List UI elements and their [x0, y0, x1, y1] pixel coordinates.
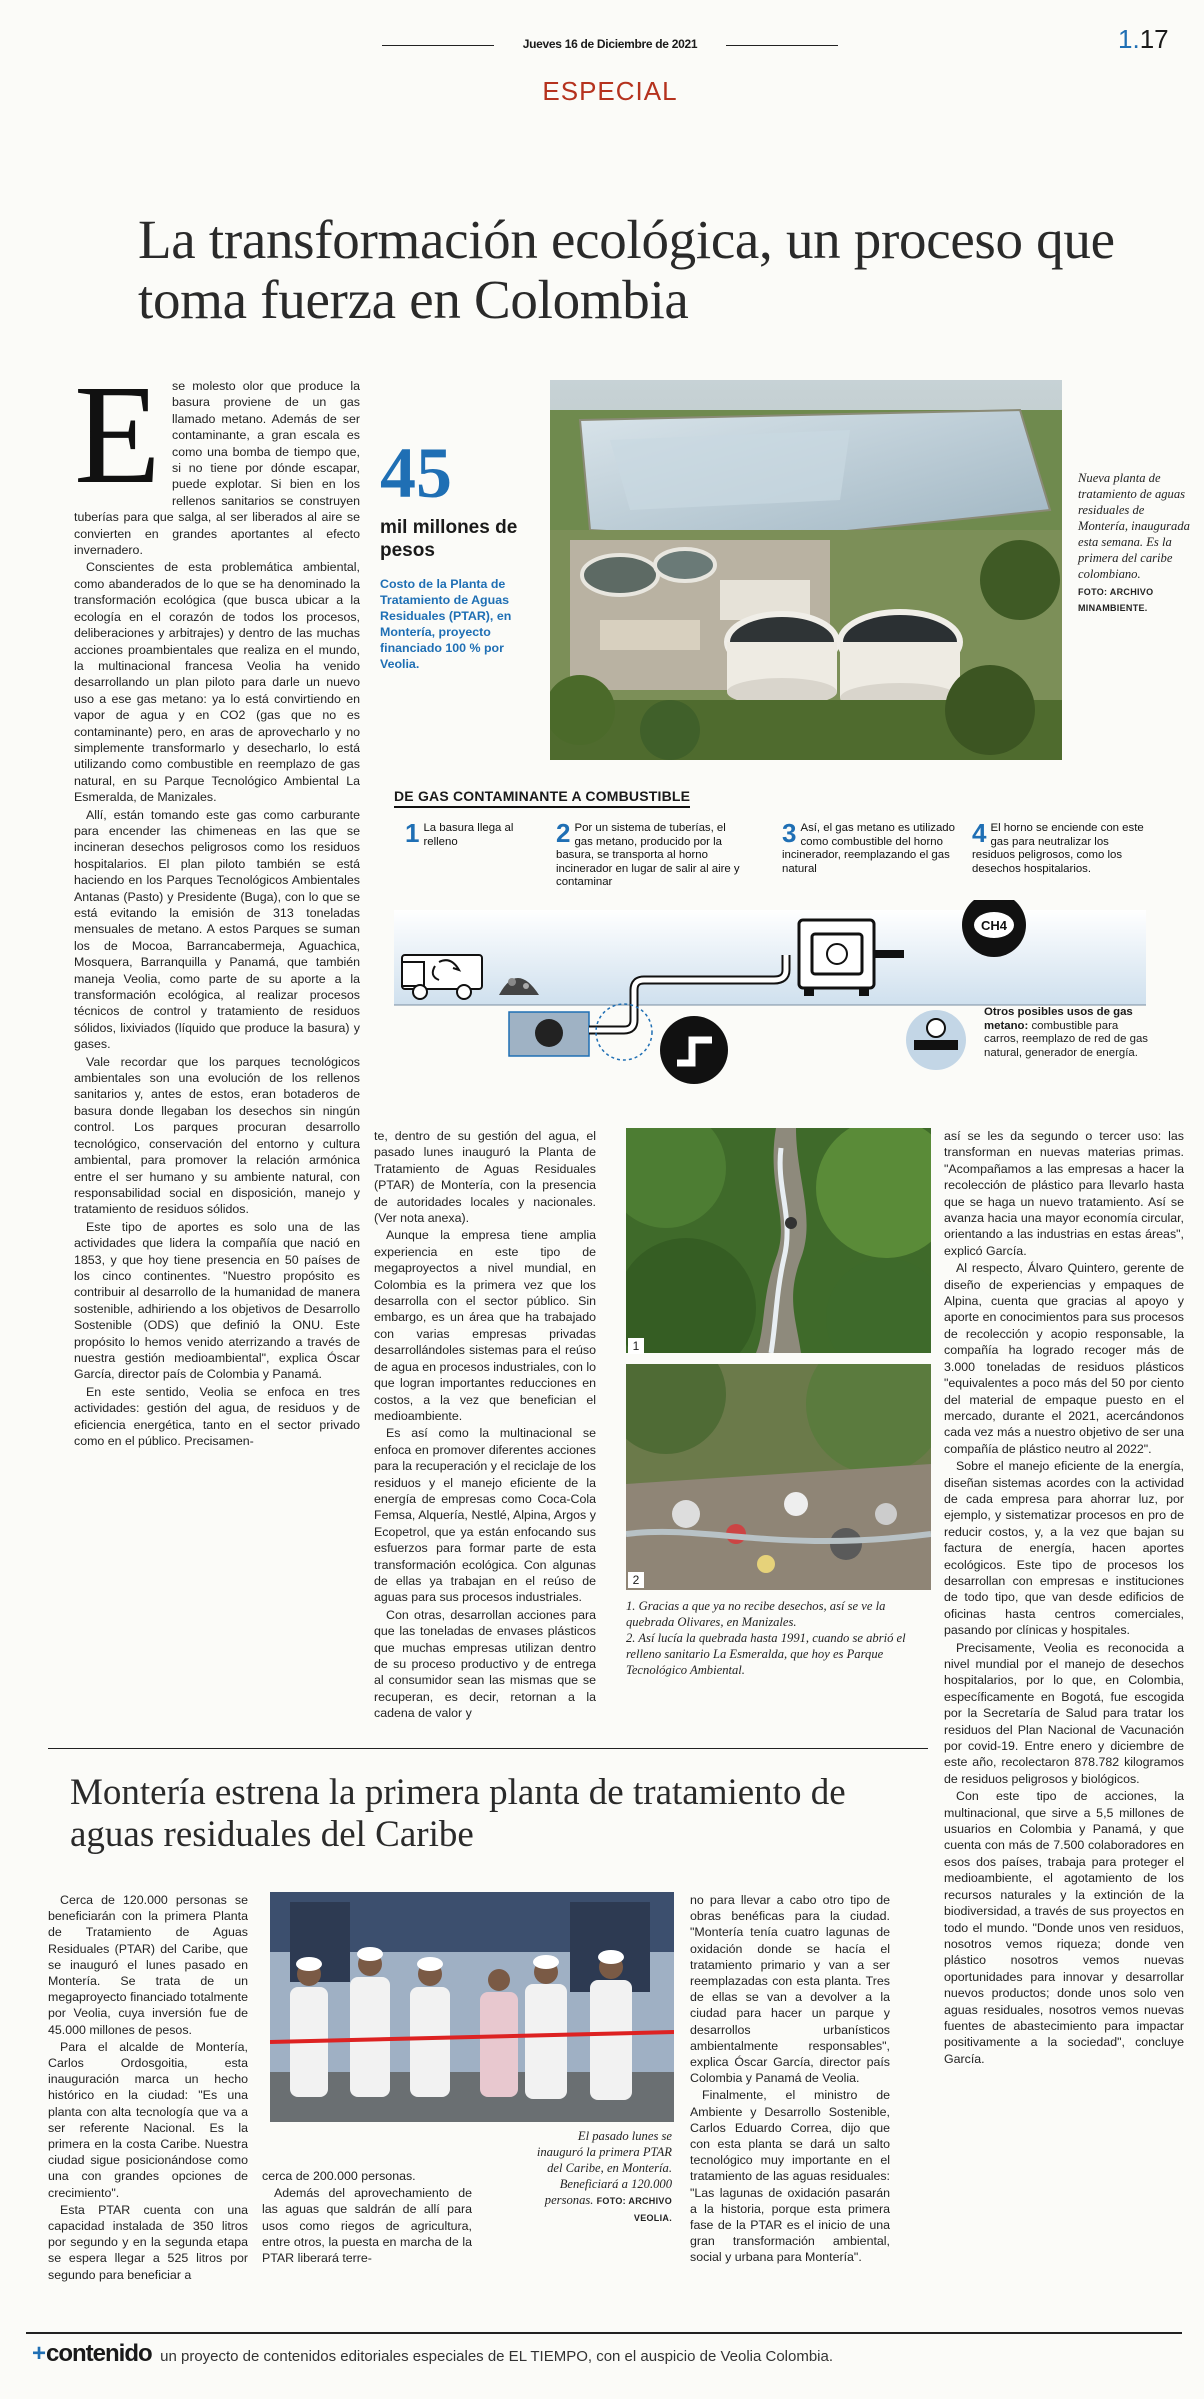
inauguration-caption-text: El pasado lunes se inauguró la primera PTAR del Caribe, en Montería. Beneficiará a 120.000 personas. — [536, 2129, 672, 2207]
footer-brand-plus: + — [32, 2340, 47, 2367]
other-uses-note — [984, 1006, 1154, 1060]
article-column-1 — [74, 378, 360, 1728]
caption-item: 2. Así lucía la quebrada hasta 1991, cuando se abrió el relleno sanitario La Esmeralda, que hoy es Parque Tecnológico Ambiental. — [626, 1631, 906, 1677]
paragraph: Al respecto, Álvaro Quintero, gerente de diseño de experiencias y empaques de Alpina, cuenta que gracias al apoyo y aporte en conocimientos para sus procesos de recolección y acopio responsable, la compañía ha logrado recoger más de 3.000 toneladas de residuos plásticos "equivalentes a poco más del 50 por ciento del material de empaque puesto en el mercado, durante el 2021, acercándonos cada vez más a nuestro objetivo de ser una compañía de plástico neutro al 2022". — [944, 1261, 1184, 1456]
paragraph: Precisamente, Veolia es reconocida a nivel mundial por el manejo de desechos hospitalarios, por lo que, en Colombia, específicamente en Bogotá, fue escogida por la Secretaría de Salud para tratar los residuos del Plan Nacional de Vacunación por covid-19. Entre enero y diciembre de este año, recolectaron 878.782 kilogramos de residuos peligrosos y biológicos. — [944, 1640, 1184, 1786]
footer-credit-line — [32, 2340, 1182, 2368]
paragraph: Allí, están tomando este gas como carburante para encender las chimeneas en las que se incineran desechos peligrosos como los residuos hospitalarios. El plan piloto también se está haciendo en los Parques Tecnológicos Ambientales Antanas (Pasto) y Presidente (Buga), con lo que se está evitando la emisión de 313 toneladas mensuales de metano. A estos Parques se suman los de Mocoa, Barrancabermeja, Aguachica, Mosquera, Barranquilla y Panamá, que también maneja Veolia, como parte de su aporte a la transformación ecológica, al realizar procesos técnicos de control y tratamiento de residuos sólidos, lixiviados (líquido que produce la basura) y gases. — [74, 807, 360, 1052]
step-text: El horno se enciende con este gas para neutralizar los residuos peligrosos, como los desechos hospitalarios. — [972, 822, 1144, 875]
paragraph: Para el alcalde de Montería, Carlos Ordosgoitia, esta inauguración marca un hecho histórico en la ciudad: "Es una planta con alta tecnología que va a ser referente Nacional. Es la primera en la costa Caribe. Nuestra ciudad sigue posicionándose como una con grandes opciones de crecimiento". — [48, 2039, 248, 2200]
page-number — [1118, 24, 1169, 55]
step-number: 2 — [556, 818, 571, 848]
ch4-label: CH4 — [980, 918, 1008, 933]
section-label: ESPECIAL — [542, 76, 678, 106]
article2-column-1 — [48, 1892, 248, 2292]
paragraph: Cerca de 120.000 personas se beneficiarán con la primera Planta de Tratamiento de Aguas Residuales (PTAR) del Caribe, que se inauguró el lunes pasado en Montería. Se trata de un megaproyecto financiado totalmente por Veolia, cuya inversión fue de 45.000 millones de pesos. — [48, 1893, 248, 2037]
article2-headline: Montería estrena la primera planta de tratamiento de aguas residuales del Caribe — [70, 1772, 846, 1855]
paragraph: Con este tipo de acciones, la multinacional, que sirve a 5,5 millones de usuarios en Colombia y Panamá, y que cuenta con más de 7.500 colaboradores en esos dos países, trabaja para proteger el medioambiente, el agotamiento de los recursos naturales y la extinción de la biodiversidad, a través de sus proyectos en todo el mundo. "Donde unos ven residuos, nosotros vemos riqueza; donde ven plástico nosotros vemos nuevas oportunidades para innovar y desarrollar nuevos productos; donde unos solo ven aguas residuales, nosotros vemos nuevas fuentes de abastecimiento para impactar positivamente a la sociedad", concluye García. — [944, 1789, 1184, 2066]
step-text: Así, el gas metano es utilizado como combustible del horno incinerador, reemplazando el gas natural — [782, 822, 955, 875]
article2-column-3 — [690, 1892, 890, 2292]
step-number: 1 — [405, 818, 420, 848]
step-number: 3 — [782, 818, 797, 848]
article-headline: La transformación ecológica, un proceso que toma fuerza en Colombia — [138, 209, 1115, 330]
footer-rule — [26, 2332, 1182, 2334]
paragraph: Este tipo de aportes es solo una de las actividades que lidera la compañía que nació en 1853, y que hoy tiene presencia en 50 países de los cinco continentes. "Nuestro propósito es contribuir al desarrollo de la humanidad de manera sostenible, adhiriendo a los objetivos de Desarrollo Sostenible (ODS) que definió la ONU. Este propósito lo hemos venido aterrizando a través de nuestra gestión medioambiental", explica Óscar García, director país de Colombia y Panamá. — [74, 1219, 360, 1382]
paragraph: Sobre el manejo eficiente de la energía, diseñan sistemas acordes con la actividad de cada empresa para ahorrar luz, por ejemplo, y sistematizar procesos en pro de reducir costos, y, a la vez que bajan su factura de energía, hacen aportes ecológicos. Este tipo de procesos los desarrollan con empresas e instituciones de todo tipo, que van desde edificios de oficinas hasta centros comerciales, pasando por clínicas y hospitales. — [944, 1459, 1184, 1638]
infographic-diagram — [394, 900, 1146, 1090]
plant-aerial-photo — [550, 380, 1062, 760]
step-number: 4 — [972, 818, 987, 848]
stat-box — [380, 433, 530, 672]
footer-brand: contenido — [46, 2340, 152, 2367]
page-number-prefix: 1. — [1118, 24, 1140, 54]
drop-cap: E — [74, 378, 161, 513]
paragraph: Vale recordar que los parques tecnológicos ambientales son una evolución de los rellenos sanitarios y, antes de estos, eran botaderos de basura donde llegaban los desechos sin ningún control. Los parques procuran desarrollo tecnológico, conservación del entorno y cultura ambiental, para promover la relación armónica entre el ser humano y su ambiente natural, con responsabilidad social en disposición, manejo y tratamiento de residuos sólidos. — [74, 1054, 360, 1217]
paragraph: no para llevar a cabo otro tipo de obras benéficas para la ciudad. "Montería tenía cuatro lagunas de oxidación donde se hacía el tratamiento primario y van a ser reemplazadas con esta planta. Tres de ellas se van a devolver a la ciudad para hacer un parque y desarrollos urbanísticos ambientalmente responsables", explica Óscar García, director país Colombia y Panamá de Veolia. — [690, 1893, 890, 2086]
inauguration-photo — [270, 1892, 674, 2122]
other-uses-title: Otros posibles usos de gas metano: — [984, 1006, 1133, 1032]
landfill-filter-icon — [509, 1012, 589, 1056]
infographic-step-2 — [556, 818, 741, 890]
photo-label-2: 2 — [628, 1572, 644, 1588]
paragraph: así se les da segundo o tercer uso: las transforman en nuevas materias primas. "Acompañamos a las empresas a hacer la recolección de plástico para llevarlo hasta que se haga un nuevo tratamiento. Así se avanza hacia una mayor economía circular, orientando a las industrias en estas áreas", explicó García. — [944, 1129, 1184, 1258]
paragraph: Conscientes de esta problemática ambiental, como abanderados de lo que se ha denominado la transformación ecológica (que busca ubicar a la ecología en el corazón de todos los procesos, deliberaciones y arbitrajes) y dentro de las muchas acciones proambientales que realiza en el mundo, la multinacional francesa Veolia ha venido desarrollando un plan piloto para darle un nuevo uso a ese gas metano: ya lo está convirtiendo en vapor de agua y en CO2 (gas que no es contaminante) pero, en aras de aprovecharlo y no simplemente transformarlo y desecharlo, lo está utilizando como combustible en reemplazo de gas natural, en su Parque Tecnológico Ambiental La Esmeralda, de Manizales. — [74, 560, 360, 805]
paragraph: cerca de 200.000 personas. — [262, 2169, 416, 2183]
paragraph: se molesto olor que produce la basura proviene de un gas llamado metano. Además de ser contaminante, a gran escala es como una bomba de tiempo que, si no tiene por dónde escapar, puede explotar. Si bien en los rellenos sanitarios se construyen tuberías para que salga, al ser liberados al aire se convierten en grandes aportantes al efecto invernadero. — [74, 379, 360, 558]
infographic-step-4 — [972, 818, 1152, 876]
infographic-title: DE GAS CONTAMINANTE A COMBUSTIBLE — [394, 788, 690, 808]
stat-unit: mil millones de pesos — [380, 517, 518, 561]
pipe-icon — [660, 1016, 728, 1084]
paragraph: Aunque la empresa tiene amplia experiencia en este tipo de megaproyectos a nivel mundial, en Colombia es la primera vez que los desarrolla con el sector público. Sin embargo, es un área que ha trabajado con varias empresas privadas desarrollándoles sistemas para el reúso de agua en procesos industriales, con lo que logran importantes reducciones en costos, a la vez que benefician el medioambiente. — [374, 1228, 596, 1423]
stat-number: 45 — [380, 433, 452, 513]
article-column-4 — [944, 1128, 1184, 2128]
issue-date: Jueves 16 de Diciembre de 2021 — [522, 37, 698, 51]
paragraph: Es así como la multinacional se enfoca en promover diferentes acciones para la recuperación y el reciclaje de los residuos y el manejo eficiente de la energía de empresas como Coca-Cola Femsa, Alquería, Nestlé, Alpina, Argos y Ecopetrol, que ya están enfocando sus esfuerzos para formar parte de esta transformación ecológica. Con algunas de ellas ya trabajan en el reúso de aguas para sus procesos industriales. — [374, 1426, 596, 1605]
paragraph: Esta PTAR cuenta con una capacidad instalada de 350 litros por segundo y en la segunda etapa se espera llegar a 525 litros por segundo para beneficiar a — [48, 2202, 248, 2282]
stat-description: Costo de la Planta de Tratamiento de Aguas Residuales (PTAR), en Montería, proyecto financiado 100 % por Veolia. — [380, 577, 512, 671]
river-photo-after — [626, 1128, 931, 1353]
article2-top-rule — [48, 1748, 928, 1749]
infographic-step-3 — [782, 818, 962, 876]
photo-label-1: 1 — [628, 1338, 644, 1354]
gas-meter-icon — [906, 1010, 966, 1070]
article2-column-2 — [262, 2168, 472, 2298]
header-rule-right — [726, 45, 838, 46]
infographic-step-1 — [405, 818, 525, 849]
page-number-value: 17 — [1139, 24, 1169, 54]
plant-caption-text: Nueva planta de tratamiento de aguas residuales de Montería, inaugurada esta semana. Es la primera del caribe colombiano. — [1078, 471, 1190, 581]
paragraph: En este sentido, Veolia se enfoca en tres actividades: gestión del agua, de residuos y de eficiencia energética, tanto en el sector privado como en el público. Precisamen- — [74, 1384, 360, 1448]
inauguration-photo-credit: FOTO: ARCHIVO VEOLIA. — [596, 2196, 672, 2223]
article-column-2 — [374, 1128, 596, 1728]
footer-text: un proyecto de contenidos editoriales especiales de EL TIEMPO, con el auspicio de Veolia Colombia. — [160, 2348, 834, 2365]
inauguration-photo-caption — [530, 2128, 672, 2226]
step-text: La basura llega al relleno — [423, 822, 514, 848]
river-photo-before — [626, 1364, 931, 1590]
header-rule-left — [382, 45, 494, 46]
paragraph: Finalmente, el ministro de Ambiente y Desarrollo Sostenible, Carlos Eduardo Correa, dijo que con esta planta se dará un salto tecnológico muy importante en el tratamiento de las aguas residuales: "Las lagunas de oxidación pasarán a la historia, porque esta primera fase de la PTAR es el inicio de una gran transformación ambiental, social y urbana para Montería". — [690, 2088, 890, 2265]
paragraph: Con otras, desarrollan acciones para que las toneladas de envases plásticos que muchas empresas utilizan dentro de su proceso productivo y de entrega al consumidor sean las mismas que se recuperan, es decir, retornan a la cadena de valor y — [374, 1607, 596, 1721]
step-text: Por un sistema de tuberías, el gas metano, producido por la basura, se transporta al horno incinerador en lugar de salir al aire y contaminar — [556, 822, 740, 888]
other-uses-text: combustible para carros, reemplazo de red de gas natural, generador de energía. — [984, 1019, 1148, 1059]
plant-photo-credit: FOTO: ARCHIVO MINAMBIENTE. — [1078, 587, 1154, 613]
caption-item: 1. Gracias a que ya no recibe desechos, así se ve la quebrada Olivares, en Manizales. — [626, 1599, 886, 1629]
plant-photo-caption — [1078, 470, 1196, 616]
paragraph: Además del aprovechamiento de las aguas que saldrán de allí para usos como riegos de agricultura, entre otros, la puesta en marcha de la PTAR liberará terre- — [262, 2186, 472, 2266]
river-photos-caption — [626, 1598, 934, 1678]
paragraph: te, dentro de su gestión del agua, el pasado lunes inauguró la Planta de Tratamiento de Aguas Residuales (PTAR) de Montería, con la presencia de autoridades locales y nacionales. (Ver nota anexa). — [374, 1129, 596, 1226]
